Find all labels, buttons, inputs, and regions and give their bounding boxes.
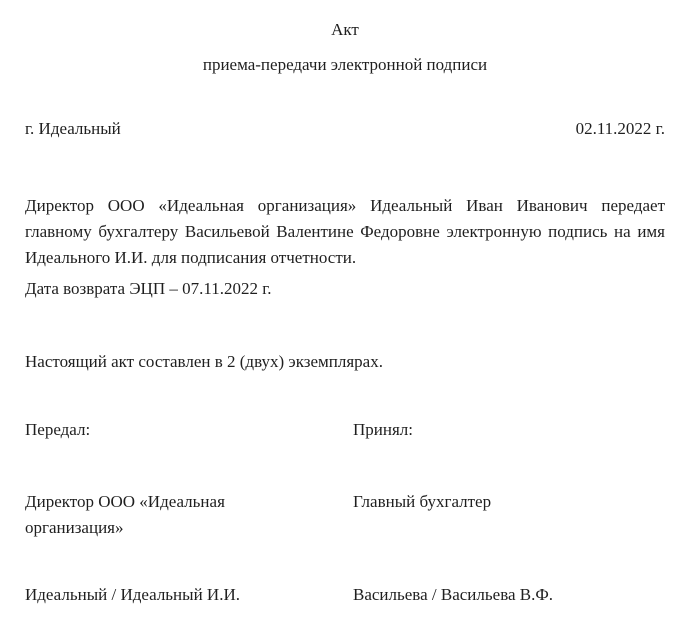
- document-title: Акт: [331, 20, 359, 39]
- receiver-label: Принял:: [353, 420, 413, 439]
- body-paragraph: Директор ООО «Идеальная организация» Идеальный Иван Иванович передает главному бухгалтеру Васильевой Валентине Федоровне электронную подпись на имя Идеального И.И. для подписания отчетности.: [25, 196, 665, 267]
- copies-count-line: Настоящий акт составлен в 2 (двух) экземплярах.: [25, 352, 383, 371]
- signature-positions-row: [25, 489, 665, 541]
- city-label: г. Идеальный: [25, 119, 121, 138]
- place-date-row: [25, 116, 665, 142]
- ecp-return-date-line: Дата возврата ЭЦП – 07.11.2022 г.: [25, 279, 272, 298]
- transferor-label: Передал:: [25, 420, 91, 439]
- signature-names-row: [25, 582, 665, 608]
- signature-labels-row: [25, 417, 665, 443]
- receiver-name-line: Васильева / Васильева В.Ф.: [353, 585, 554, 604]
- document-subtitle: приема-передачи электронной подписи: [202, 55, 488, 74]
- transferor-name-line: Идеальный / Идеальный И.И.: [25, 585, 240, 604]
- date-label: 02.11.2022 г.: [575, 119, 665, 138]
- signatures-section: [25, 417, 665, 608]
- receiver-position: Главный бухгалтер: [353, 492, 492, 511]
- transferor-position: Директор ООО «Идеальная организация»: [25, 492, 225, 537]
